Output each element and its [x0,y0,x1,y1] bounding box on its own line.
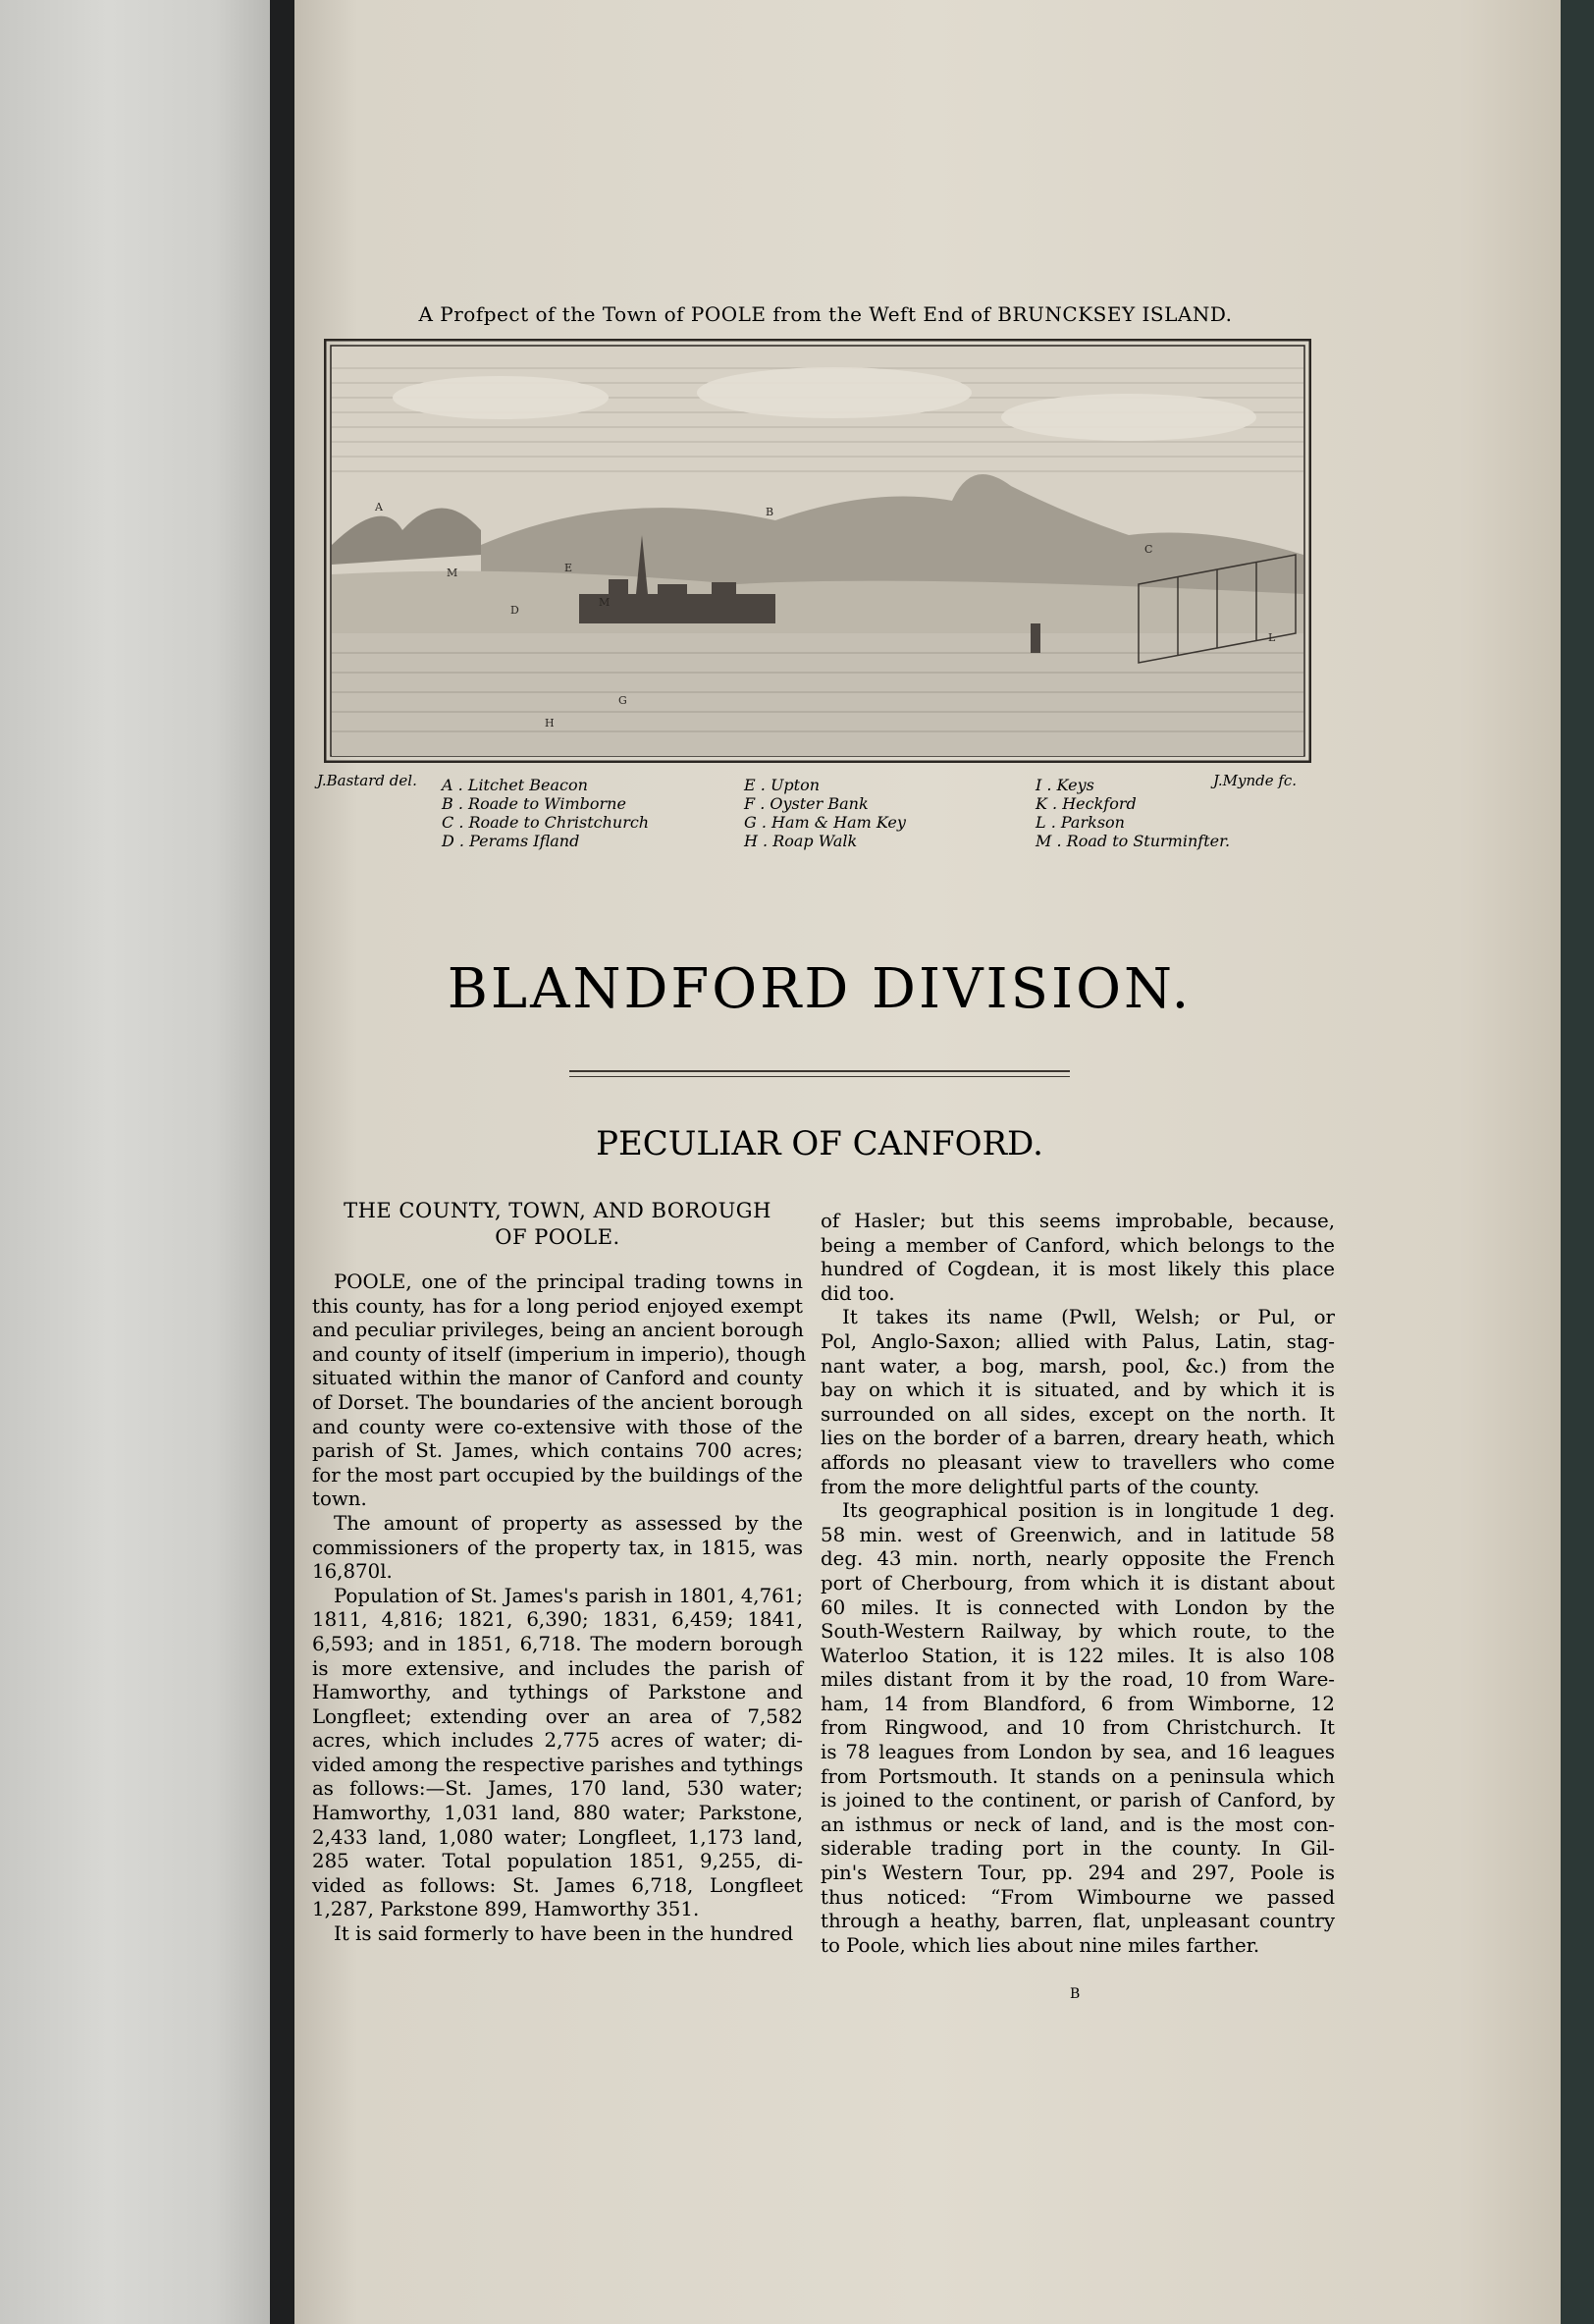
text-line: of Hasler; but this seems improbable, because, [821,1210,1335,1232]
text-line: 1811, 4,816; 1821, 6,390; 1831, 6,459; 1841, [312,1608,803,1632]
right-column [821,1210,1335,1958]
engraving-credit-right: J.Mynde fc. [1213,772,1298,789]
section-title: PECULIAR OF CANFORD. [596,1124,1043,1163]
text-line: 60 miles. It is connected with London by the [821,1595,1335,1619]
text-line: affords no pleasant view to travellers who come [821,1450,1335,1474]
book-cover-edge [1561,0,1594,2324]
key-item: L . Parkson [1036,813,1125,832]
engraving-letter: M [447,567,458,579]
text-line: is more extensive, and includes the parish of [312,1656,803,1680]
text-line: lies on the border of a barren, dreary heath, which [821,1427,1335,1450]
subsection-heading: THE COUNTY, TOWN, AND BOROUGH OF POOLE. [344,1199,771,1249]
text-line: through a heathy, barren, flat, unpleasant country [821,1910,1335,1933]
engraving-caption: A Profpect of the Town of POOLE from the Weft End of BRUNCKSEY ISLAND. [418,302,1233,326]
text-line: and county of itself (imperium in imperio), though [312,1342,807,1366]
division-title: BLANDFORD DIVISION. [447,957,1193,1021]
text-line: South-Western Railway, by which route, to the [821,1620,1335,1644]
text-line: surrounded on all sides, except on the north. It [821,1402,1335,1426]
key-item: I . Keys [1036,776,1094,794]
key-item: K . Heckford [1036,794,1137,813]
text-line: Population of St. James's parish in 1801, 4,761; [334,1584,803,1607]
key-item: M . Road to Sturminfter. [1036,832,1231,850]
text-line: is joined to the continent, or parish of Canford, by [821,1789,1335,1812]
engraving-letter: G [618,694,627,707]
text-line: POOLE, one of the principal trading towns in [334,1270,803,1293]
engraving-letter: H [545,717,555,730]
text-line: siderable trading port in the county. In Gil- [821,1837,1335,1861]
text-line: 6,593; and in 1851, 6,718. The modern borough [312,1632,803,1655]
text-line: 16,870l. [312,1560,393,1584]
text-line: port of Cherbourg, from which it is distant about [821,1571,1335,1594]
engraving-credit-left: J.Bastard del. [317,772,417,789]
left-page [0,0,270,2324]
text-line: an isthmus or neck of land, and is the most con- [821,1812,1335,1836]
text-line: being a member of Canford, which belongs to the [821,1233,1335,1257]
key-item: E . Upton [744,776,821,794]
text-line: vided among the respective parishes and tythings [312,1753,804,1776]
key-item: G . Ham & Ham Key [744,813,906,832]
text-line: thus noticed: “From Wimbourne we passed [821,1885,1335,1909]
key-item: C . Roade to Christchurch [442,813,650,832]
title-rule [569,1070,1070,1072]
key-item: A . Litchet Beacon [442,776,588,794]
text-line: from Ringwood, and 10 from Christchurch. It [821,1716,1335,1740]
text-line: as follows:—St. James, 170 land, 530 water; [312,1777,803,1801]
text-line: bay on which it is situated, and by which it is [821,1378,1335,1402]
text-line: for the most part occupied by the buildings of the [312,1463,803,1486]
text-line: The amount of property as assessed by the [334,1511,803,1535]
engraving-letter: A [375,501,383,513]
text-line: Its geographical position is in longitude 1 deg. [842,1499,1335,1523]
text-line: vided as follows: St. James 6,718, Longfleet [312,1873,803,1897]
text-line: situated within the manor of Canford and county [312,1367,803,1390]
text-line: 1,287, Parkstone 899, Hamworthy 351. [312,1898,700,1921]
key-item: B . Roade to Wimborne [442,794,626,813]
engraving-letter: L [1268,631,1276,644]
text-line: did too. [821,1281,895,1305]
engraving-key-col-3 [1036,776,1230,850]
text-line: nant water, a bog, marsh, pool, &c.) from the [821,1354,1335,1378]
text-line: 285 water. Total population 1851, 9,255, di- [312,1850,803,1873]
engraving-letter: E [564,562,573,574]
text-line: parish of St. James, which contains 700 acres; [312,1439,803,1463]
text-line: town. [312,1487,367,1511]
key-item: D . Perams Ifland [442,832,580,850]
text-line: Hamworthy, 1,031 land, 880 water; Parkstone, [312,1802,803,1825]
text-line: Waterloo Station, it is 122 miles. It is also 108 [821,1644,1335,1667]
text-line: hundred of Cogdean, it is most likely this place [821,1258,1335,1281]
text-line: acres, which includes 2,775 acres of water; di- [312,1729,803,1753]
text-line: from Portsmouth. It stands on a peninsula which [821,1764,1335,1788]
engraving-key-col-1 [442,776,649,850]
text-line: and county were co-extensive with those of the [312,1415,803,1438]
text-line: of Dorset. The boundaries of the ancient borough [312,1390,803,1414]
text-line: 58 min. west of Greenwich, and in latitude 58 [821,1523,1335,1546]
title-rule-thin [569,1076,1070,1077]
text-line: is 78 leagues from London by sea, and 16 leagues [821,1741,1335,1764]
text-line: Pol, Anglo-Saxon; allied with Palus, Latin, stag- [821,1329,1335,1353]
key-item: F . Oyster Bank [744,794,869,813]
right-column-text [821,1210,1335,1958]
engraving-letter: B [766,506,774,518]
text-line: to Poole, which lies about nine miles farther. [821,1933,1260,1957]
text-line: and peculiar privileges, being an ancient borough [312,1319,804,1342]
left-column-text [312,1270,807,1947]
engraving-letter: M [599,596,611,609]
text-line: pin's Western Tour, pp. 294 and 297, Poole is [821,1862,1335,1885]
text-line: commissioners of the property tax, in 1815, was [312,1536,803,1559]
text-line: It is said formerly to have been in the hundred [334,1922,794,1946]
text-line: deg. 43 min. north, nearly opposite the French [821,1547,1335,1571]
engraving-key-col-2 [744,776,906,850]
text-line: Hamworthy, and tythings of Parkstone and [312,1681,803,1704]
key-item: H . Roap Walk [744,832,858,850]
text-line: from the more delightful parts of the county. [821,1475,1260,1498]
text-line: 2,433 land, 1,080 water; Longfleet, 1,173 land, [312,1825,803,1849]
text-line: Longfleet; extending over an area of 7,582 [312,1704,803,1728]
left-column [312,1198,807,1947]
text-line: ham, 14 from Blandford, 6 from Wimborne, 12 [821,1692,1335,1715]
text-line: It takes its name (Pwll, Welsh; or Pul, or [842,1306,1335,1329]
text-line: miles distant from it by the road, 10 from Ware- [821,1668,1335,1692]
text-line: this county, has for a long period enjoyed exempt [312,1294,803,1318]
signature-mark: B [1070,1986,1081,2002]
engraving-letter: D [510,604,519,617]
engraving-illustration [324,339,1311,763]
engraving-letter: C [1144,543,1153,556]
